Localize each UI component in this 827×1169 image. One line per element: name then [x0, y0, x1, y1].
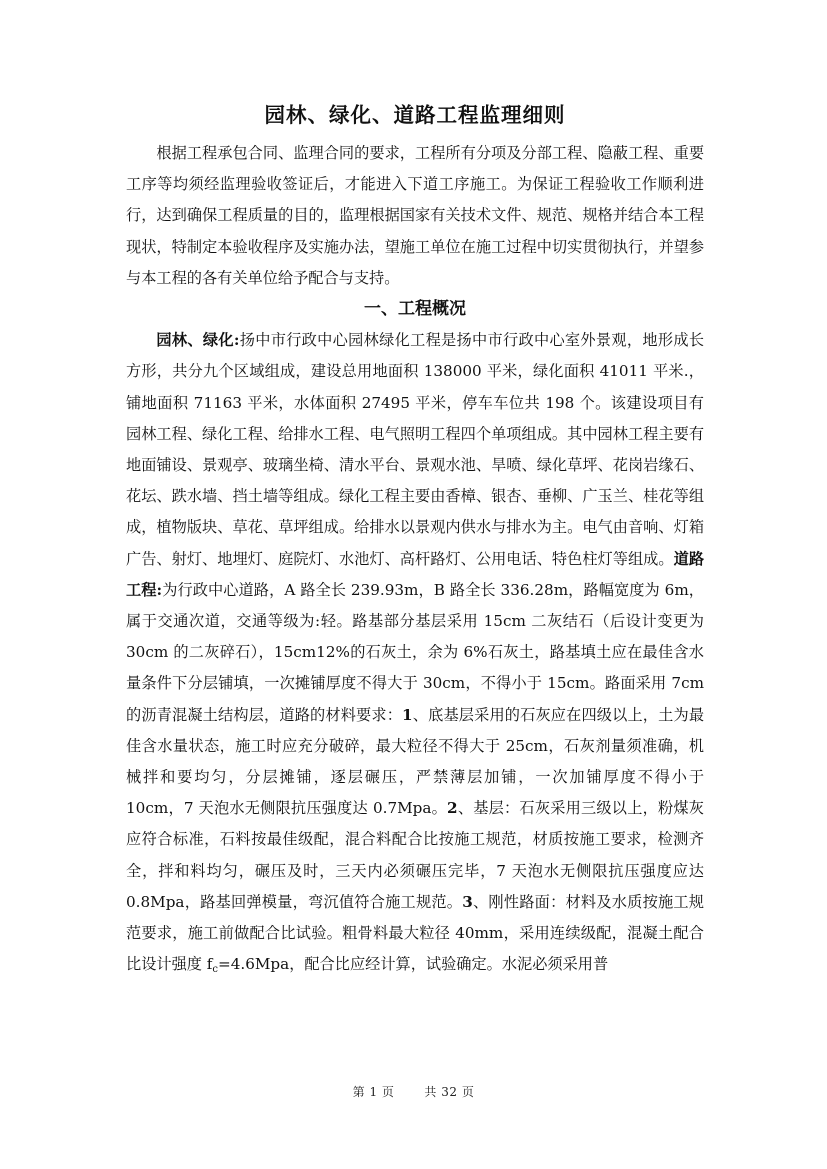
road-text: 为行政中心道路，A 路全长 239.93m，B 路全长 336.28m，路幅宽度为 6m，属于交通次道，交通等级为:轻。路基部分基层采用 15cm 二灰结石（后设计变更为 30cm 的二灰碎石），15cm12%的石灰土，余为 6%石灰土，路基填土应在最佳含水量条件下分层铺填，一次摊铺厚度不得大于 30cm，不得小于 15cm。路面采用 7cm 的沥青混凝土结构层，道路的材料要求：	[126, 580, 704, 724]
item-1-number: 1	[402, 705, 413, 724]
item-2-text: 、基层：石灰采用三级以上，粉煤灰应符合标准，石料按最佳级配，混合料配合比按施工规范，材质按施工要求，检测齐全，拌和料均匀，碾压及时，三天内必须碾压完毕，7 天泡水无侧限抗压强度应达 0.8Mpa，路基回弹模量，弯沉值符合施工规范。	[126, 799, 704, 911]
page-number: 第 1 页	[352, 1085, 395, 1099]
document-title: 园林、绿化、道路工程监理细则	[264, 103, 566, 127]
page-content	[126, 100, 704, 980]
page-total: 共 32 页	[424, 1085, 475, 1099]
intro-paragraph: 根据工程承包合同、监理合同的要求，工程所有分项及分部工程、隐蔽工程、重要工序等均须经监理验收签证后，才能进入下道工序施工。为保证工程验收工作顺利进行，达到确保工程质量的目的，监理根据国家有关技术文件、规范、规格并结合本工程现状，特制定本验收程序及实施办法，望施工单位在施工过程中切实贯彻执行，并望参与本工程的各有关单位给予配合与支持。	[126, 144, 704, 287]
road-label: 道路工程:	[126, 549, 705, 599]
subscript-c: c	[212, 964, 218, 976]
item-2-number: 2	[447, 799, 458, 818]
page-footer	[0, 1083, 827, 1100]
item-3-number: 3	[462, 892, 473, 911]
garden-text: 扬中市行政中心园林绿化工程是扬中市行政中心室外景观，地形成长方形，共分九个区域组成，建设总用地面积 138000 平米，绿化面积 41011 平米.，铺地面积 71163 平米，水体面积 27495 平米，停车车位共 198 个。该建设项目有园林工程、绿化工程、给排水工程、电气照明工程四个单项组成。其中园林工程主要有地面铺设、景观亭、玻璃坐椅、清水平台、景观水池、旱喷、绿化草坪、花岗岩缘石、花坛、跌水墙、挡土墙等组成。绿化工程主要由香樟、银杏、垂柳、广玉兰、桂花等组成，植物版块、草花、草坪组成。给排水以景观内供水与排水为主。电气由音响、灯箱广告、射灯、地埋灯、庭院灯、水池灯、高杆路灯、公用电话、特色柱灯等组成。	[126, 331, 705, 568]
garden-label: 园林、绿化:	[156, 331, 240, 350]
item-3-text-b: =4.6Mpa，配合比应经计算，试验确定。水泥必须采用普	[218, 955, 609, 974]
item-3-text-a: 、刚性路面：材料及水质按施工规范要求，施工前做配合比试验。粗骨料最大粒径 40mm，采用连续级配，混凝土配合比设计强度 f	[126, 892, 704, 974]
overview-paragraph	[126, 325, 704, 980]
item-1-text: 、底基层采用的石灰应在四级以上，土为最佳含水量状态，施工时应充分破碎，最大粒径不得大于 25cm，石灰剂量须准确，机械拌和要均匀，分层摊铺，逐层碾压，严禁薄层加铺，一次加铺厚度不得小于 10cm，7 天泡水无侧限抗压强度达 0.7Mpa。	[126, 705, 705, 818]
section-heading-overview: 一、工程概况	[364, 299, 466, 320]
